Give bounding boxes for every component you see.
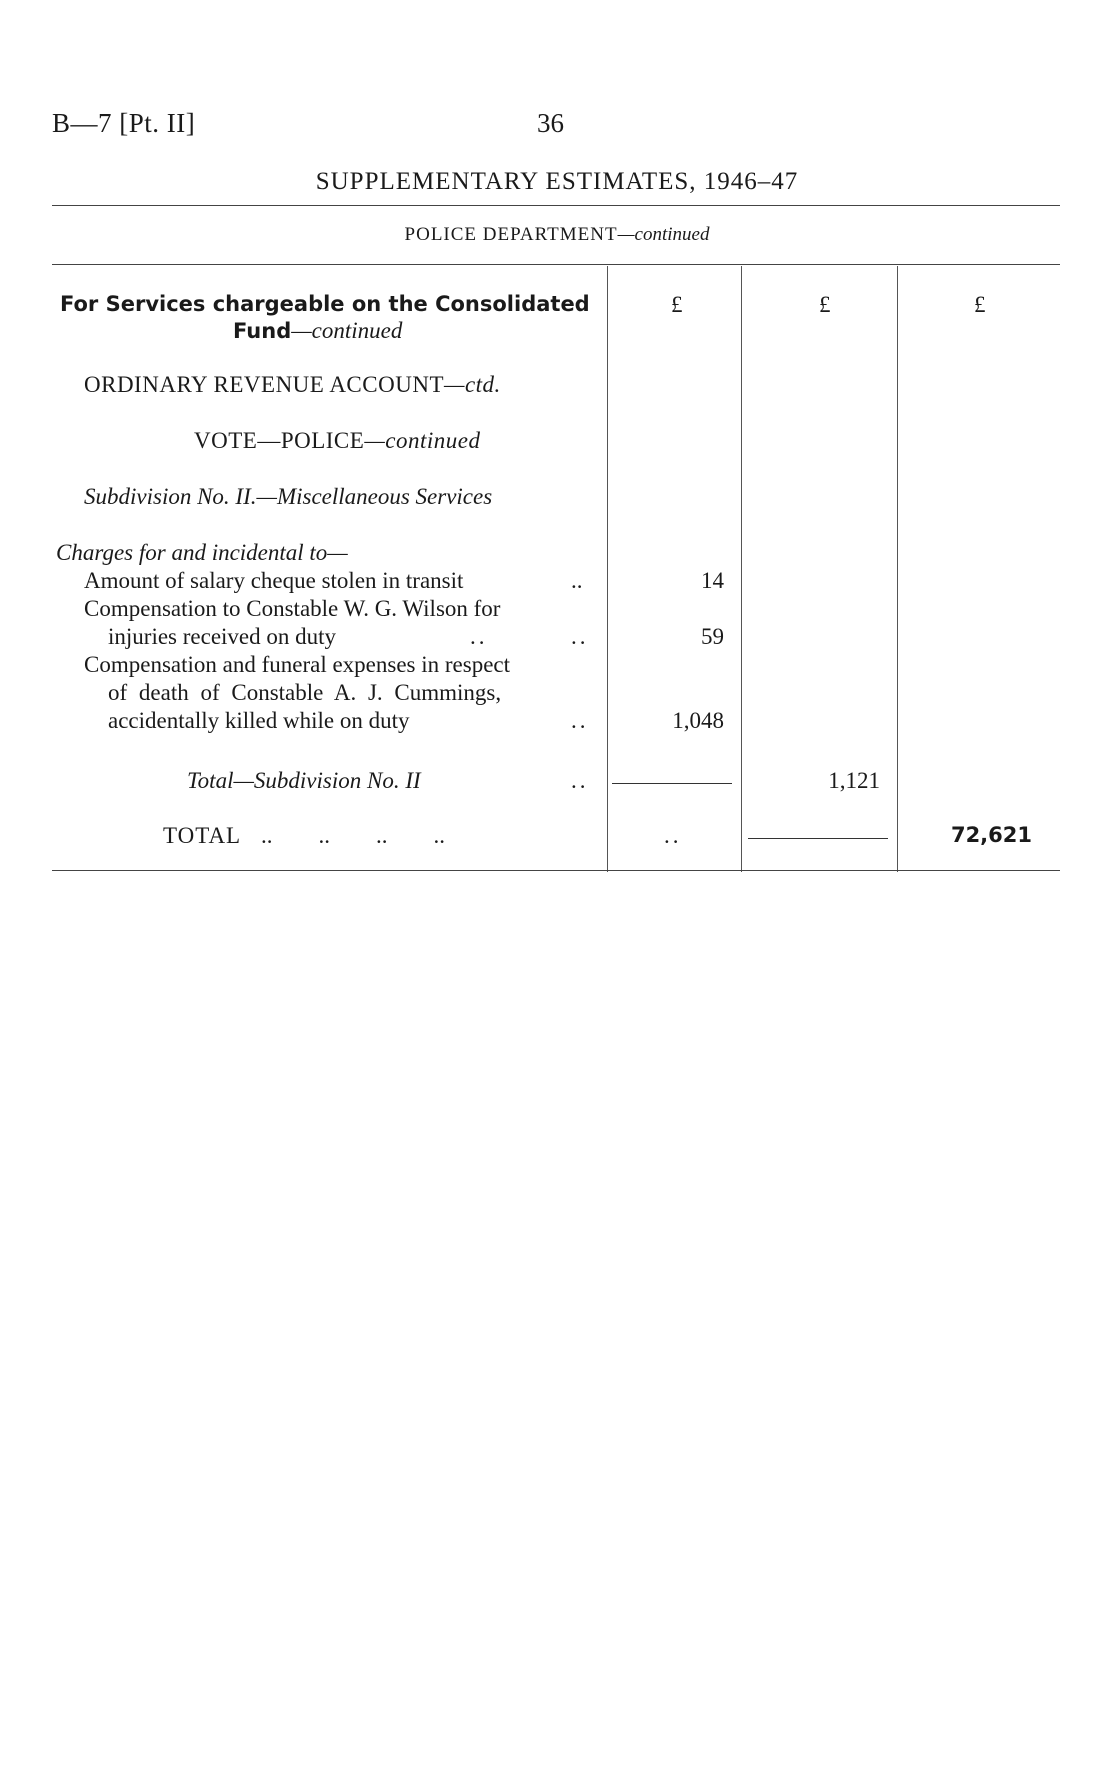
subtotal-amount: 1,121 xyxy=(828,768,880,793)
department-heading xyxy=(0,224,1114,246)
total-rule-column-2 xyxy=(748,838,888,839)
total-amount: 72,621 xyxy=(950,823,1032,847)
table-bottom-rule xyxy=(52,870,1060,871)
page-number: 36 xyxy=(537,108,564,138)
department-name: POLICE DEPARTMENT xyxy=(404,224,618,245)
table-top-rule xyxy=(52,264,1060,265)
subdivision-heading: Subdivision No. II.—Miscellaneous Services xyxy=(84,484,493,509)
item-2-leader-1: .. xyxy=(470,624,488,649)
item-2-line-2: injuries received on duty xyxy=(108,624,337,649)
account-heading xyxy=(84,372,501,398)
item-1-amount: 14 xyxy=(701,568,724,593)
item-1-line-1: Amount of salary cheque stolen in transit xyxy=(84,568,464,593)
column-divider-2 xyxy=(741,266,742,872)
vote-suffix: —continued xyxy=(364,428,481,453)
title-rule xyxy=(52,205,1060,206)
document-title: SUPPLEMENTARY ESTIMATES, 1946–47 xyxy=(315,168,799,195)
subtotal-rule-column-1 xyxy=(612,783,732,784)
total-leaders: .. .. .. .. xyxy=(261,823,445,848)
column-divider-3 xyxy=(897,266,898,872)
total-label: TOTAL xyxy=(163,823,242,848)
item-1-leader: .. xyxy=(571,568,583,593)
item-3-line-2: of death of Constable A. J. Cummings, xyxy=(108,680,502,705)
subtotal-leader: .. xyxy=(571,768,589,793)
item-3-leader: .. xyxy=(571,708,589,733)
section-heading-fund: Fund xyxy=(233,319,292,343)
item-3-line-3: accidentally killed while on duty xyxy=(108,708,410,733)
total-column-1-leader: .. xyxy=(664,823,682,848)
department-suffix: —continued xyxy=(617,224,710,245)
section-heading-suffix: —continued xyxy=(291,318,403,343)
column-1-currency: £ xyxy=(671,292,683,317)
item-3-amount: 1,048 xyxy=(672,708,724,733)
item-2-amount: 59 xyxy=(701,624,724,649)
charges-heading: Charges for and incidental to— xyxy=(56,540,348,565)
item-2-line-1: Compensation to Constable W. G. Wilson for xyxy=(84,596,501,621)
item-2-leader-2: .. xyxy=(571,624,589,649)
document-reference: B—7 [Pt. II] xyxy=(52,108,196,138)
column-divider-1 xyxy=(607,266,608,872)
item-3-line-1: Compensation and funeral expenses in respect xyxy=(84,652,511,677)
subtotal-label: Total—Subdivision No. II xyxy=(187,768,421,793)
account-name: ORDINARY REVENUE ACCOUNT xyxy=(84,372,444,397)
column-2-currency: £ xyxy=(819,292,831,317)
section-heading: For Services chargeable on the Consolidated xyxy=(60,292,590,316)
column-3-currency: £ xyxy=(974,292,986,317)
vote-heading xyxy=(194,428,480,454)
vote-name: VOTE—POLICE xyxy=(194,428,365,453)
account-suffix: —ctd. xyxy=(444,372,501,397)
section-heading-line-2 xyxy=(233,318,402,344)
